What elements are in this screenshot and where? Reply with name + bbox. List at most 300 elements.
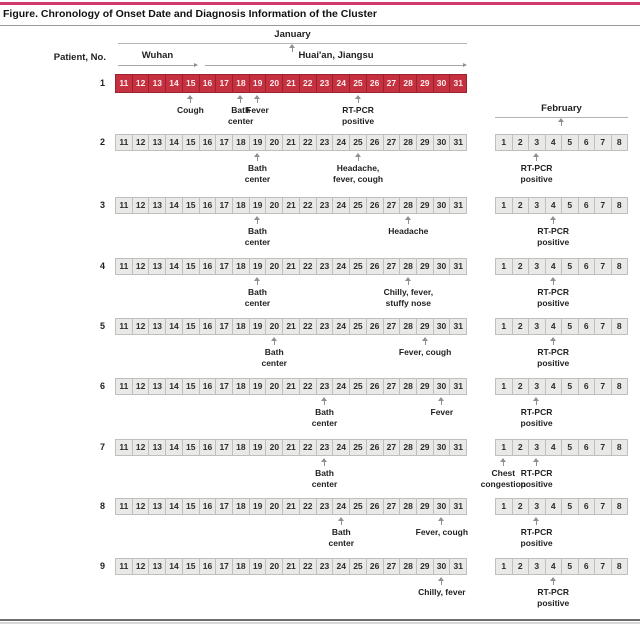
- day-cell: 1: [495, 378, 513, 395]
- day-cell: 21: [282, 558, 300, 575]
- day-cell: 24: [332, 258, 350, 275]
- day-cell: 13: [148, 498, 166, 515]
- january-calendar-row: [115, 558, 467, 575]
- day-cell: 21: [282, 74, 300, 93]
- up-arrow-icon: [550, 337, 557, 345]
- day-cell: 11: [115, 74, 133, 93]
- day-cell: 24: [332, 134, 350, 151]
- event-annotation: RT-PCR positive: [537, 226, 570, 247]
- day-cell: 8: [611, 258, 629, 275]
- day-cell: 6: [578, 498, 596, 515]
- day-cell: 20: [265, 378, 283, 395]
- day-cell: 6: [578, 378, 596, 395]
- day-cell: 5: [561, 134, 579, 151]
- day-cell: 29: [416, 558, 434, 575]
- day-cell: 3: [528, 498, 546, 515]
- figure-bottom-rule-light: [0, 622, 640, 624]
- day-cell: 31: [449, 318, 467, 335]
- day-cell: 18: [232, 258, 250, 275]
- day-cell: 15: [182, 74, 200, 93]
- day-cell: 14: [165, 498, 183, 515]
- day-cell: 13: [148, 318, 166, 335]
- up-arrow-icon: [438, 397, 445, 405]
- day-cell: 17: [215, 558, 233, 575]
- day-cell: 29: [416, 258, 434, 275]
- day-cell: 14: [165, 74, 183, 93]
- day-cell: 28: [399, 74, 417, 93]
- day-cell: 2: [512, 378, 530, 395]
- day-cell: 16: [199, 197, 217, 214]
- up-arrow-icon: [533, 517, 540, 525]
- up-arrow-icon: [405, 216, 412, 224]
- day-cell: 7: [594, 378, 612, 395]
- day-cell: 27: [383, 378, 401, 395]
- february-calendar-row: [495, 378, 628, 395]
- day-cell: 20: [265, 558, 283, 575]
- event-annotation: RT-PCR positive: [537, 347, 570, 368]
- event-annotation: RT-PCR positive: [537, 587, 570, 608]
- day-cell: 18: [232, 74, 250, 93]
- patient-number: 2: [99, 136, 105, 147]
- day-cell: 6: [578, 197, 596, 214]
- event-annotation: Bath center: [244, 163, 271, 184]
- day-cell: 28: [399, 498, 417, 515]
- day-cell: 18: [232, 439, 250, 456]
- day-cell: 30: [433, 558, 451, 575]
- day-cell: 31: [449, 134, 467, 151]
- wuhan-region-label: Wuhan: [141, 50, 174, 61]
- day-cell: 20: [265, 74, 283, 93]
- day-cell: 25: [349, 498, 367, 515]
- day-cell: 7: [594, 318, 612, 335]
- january-calendar-row: [115, 74, 467, 93]
- day-cell: 4: [545, 258, 563, 275]
- day-cell: 28: [399, 558, 417, 575]
- day-cell: 8: [611, 378, 629, 395]
- up-arrow-icon: [558, 118, 565, 126]
- day-cell: 11: [115, 134, 133, 151]
- day-cell: 21: [282, 439, 300, 456]
- february-calendar-row: [495, 498, 628, 515]
- january-calendar-row: [115, 498, 467, 515]
- day-cell: 24: [332, 498, 350, 515]
- event-annotation: Bath center: [244, 226, 271, 247]
- day-cell: 11: [115, 378, 133, 395]
- day-cell: 2: [512, 558, 530, 575]
- day-cell: 26: [366, 134, 384, 151]
- day-cell: 26: [366, 258, 384, 275]
- event-annotation: Bath center: [261, 347, 287, 368]
- day-cell: 16: [199, 318, 217, 335]
- day-cell: 3: [528, 558, 546, 575]
- up-arrow-icon: [500, 458, 507, 466]
- event-annotation: RT-PCR positive: [520, 407, 553, 428]
- day-cell: 31: [449, 558, 467, 575]
- event-annotation: RT-PCR positive: [520, 527, 553, 548]
- day-cell: 12: [132, 498, 150, 515]
- day-cell: 7: [594, 498, 612, 515]
- day-cell: 12: [132, 197, 150, 214]
- day-cell: 14: [165, 134, 183, 151]
- day-cell: 24: [332, 318, 350, 335]
- up-arrow-icon: [338, 517, 345, 525]
- day-cell: 12: [132, 74, 150, 93]
- day-cell: 5: [561, 439, 579, 456]
- day-cell: 16: [199, 258, 217, 275]
- day-cell: 12: [132, 439, 150, 456]
- day-cell: 4: [545, 439, 563, 456]
- patient-number: 1: [99, 77, 105, 88]
- day-cell: 21: [282, 134, 300, 151]
- day-cell: 2: [512, 197, 530, 214]
- event-annotation: Bath center: [328, 527, 355, 548]
- patient-number: 3: [99, 199, 105, 210]
- day-cell: 19: [249, 498, 267, 515]
- day-cell: 15: [182, 318, 200, 335]
- day-cell: 23: [316, 74, 334, 93]
- day-cell: 21: [282, 258, 300, 275]
- up-arrow-icon: [438, 517, 445, 525]
- day-cell: 19: [249, 439, 267, 456]
- day-cell: 14: [165, 197, 183, 214]
- up-arrow-icon: [321, 458, 328, 466]
- day-cell: 1: [495, 134, 513, 151]
- day-cell: 31: [449, 498, 467, 515]
- day-cell: 19: [249, 134, 267, 151]
- day-cell: 12: [132, 318, 150, 335]
- day-cell: 6: [578, 258, 596, 275]
- day-cell: 11: [115, 439, 133, 456]
- day-cell: 30: [433, 318, 451, 335]
- day-cell: 17: [215, 498, 233, 515]
- day-cell: 17: [215, 318, 233, 335]
- day-cell: 31: [449, 197, 467, 214]
- day-cell: 15: [182, 498, 200, 515]
- up-arrow-icon: [321, 397, 328, 405]
- up-arrow-icon: [405, 277, 412, 285]
- february-calendar-row: [495, 318, 628, 335]
- event-annotation: Bath center: [227, 105, 254, 126]
- figure-top-rule: [0, 2, 640, 5]
- day-cell: 25: [349, 258, 367, 275]
- january-month-label: January: [274, 29, 311, 40]
- day-cell: 2: [512, 134, 530, 151]
- huaian-region-label: Huai'an, Jiangsu: [298, 50, 374, 61]
- day-cell: 25: [349, 558, 367, 575]
- day-cell: 8: [611, 498, 629, 515]
- february-calendar-row: [495, 197, 628, 214]
- day-cell: 4: [545, 498, 563, 515]
- day-cell: 4: [545, 378, 563, 395]
- day-cell: 22: [299, 558, 317, 575]
- day-cell: 2: [512, 258, 530, 275]
- day-cell: 29: [416, 74, 434, 93]
- february-calendar-row: [495, 439, 628, 456]
- event-annotation: Fever: [430, 407, 454, 417]
- day-cell: 16: [199, 74, 217, 93]
- up-arrow-icon: [237, 95, 244, 103]
- patient-number: 7: [99, 441, 105, 452]
- day-cell: 11: [115, 318, 133, 335]
- day-cell: 12: [132, 558, 150, 575]
- day-cell: 27: [383, 498, 401, 515]
- day-cell: 29: [416, 197, 434, 214]
- day-cell: 19: [249, 318, 267, 335]
- day-cell: 30: [433, 134, 451, 151]
- day-cell: 14: [165, 558, 183, 575]
- day-cell: 8: [611, 439, 629, 456]
- day-cell: 17: [215, 134, 233, 151]
- day-cell: 24: [332, 74, 350, 93]
- day-cell: 13: [148, 134, 166, 151]
- day-cell: 5: [561, 318, 579, 335]
- day-cell: 2: [512, 498, 530, 515]
- day-cell: 11: [115, 258, 133, 275]
- event-annotation: Chilly, fever, stuffy nose: [383, 287, 434, 308]
- day-cell: 22: [299, 378, 317, 395]
- up-arrow-icon: [187, 95, 194, 103]
- day-cell: 16: [199, 134, 217, 151]
- day-cell: 22: [299, 258, 317, 275]
- day-cell: 17: [215, 74, 233, 93]
- up-arrow-icon: [355, 153, 362, 161]
- patient-number: 8: [99, 500, 105, 511]
- day-cell: 1: [495, 258, 513, 275]
- up-arrow-icon: [533, 458, 540, 466]
- day-cell: 27: [383, 74, 401, 93]
- day-cell: 6: [578, 134, 596, 151]
- day-cell: 8: [611, 197, 629, 214]
- day-cell: 24: [332, 378, 350, 395]
- title-divider: [0, 25, 640, 26]
- day-cell: 22: [299, 318, 317, 335]
- day-cell: 14: [165, 258, 183, 275]
- day-cell: 27: [383, 197, 401, 214]
- event-annotation: RT-PCR positive: [520, 163, 553, 184]
- day-cell: 28: [399, 378, 417, 395]
- day-cell: 13: [148, 197, 166, 214]
- day-cell: 25: [349, 197, 367, 214]
- day-cell: 26: [366, 439, 384, 456]
- up-arrow-icon: [533, 153, 540, 161]
- day-cell: 30: [433, 378, 451, 395]
- day-cell: 8: [611, 318, 629, 335]
- day-cell: 18: [232, 498, 250, 515]
- day-cell: 15: [182, 558, 200, 575]
- day-cell: 19: [249, 258, 267, 275]
- day-cell: 7: [594, 134, 612, 151]
- day-cell: 27: [383, 439, 401, 456]
- day-cell: 22: [299, 134, 317, 151]
- patient-number: 5: [99, 320, 105, 331]
- day-cell: 24: [332, 439, 350, 456]
- day-cell: 24: [332, 558, 350, 575]
- day-cell: 27: [383, 318, 401, 335]
- patient-number: 6: [99, 380, 105, 391]
- day-cell: 20: [265, 197, 283, 214]
- day-cell: 21: [282, 498, 300, 515]
- day-cell: 21: [282, 378, 300, 395]
- day-cell: 18: [232, 134, 250, 151]
- day-cell: 7: [594, 258, 612, 275]
- day-cell: 18: [232, 558, 250, 575]
- event-annotation: Bath center: [244, 287, 271, 308]
- day-cell: 23: [316, 439, 334, 456]
- day-cell: 30: [433, 74, 451, 93]
- day-cell: 8: [611, 558, 629, 575]
- day-cell: 17: [215, 439, 233, 456]
- up-arrow-icon: [422, 337, 429, 345]
- up-arrow-icon: [438, 577, 445, 585]
- day-cell: 1: [495, 558, 513, 575]
- day-cell: 12: [132, 258, 150, 275]
- day-cell: 13: [148, 378, 166, 395]
- day-cell: 30: [433, 197, 451, 214]
- day-cell: 16: [199, 378, 217, 395]
- day-cell: 6: [578, 439, 596, 456]
- january-calendar-row: [115, 318, 467, 335]
- day-cell: 23: [316, 558, 334, 575]
- up-arrow-icon: [254, 153, 261, 161]
- day-cell: 11: [115, 498, 133, 515]
- day-cell: 25: [349, 134, 367, 151]
- day-cell: 20: [265, 498, 283, 515]
- day-cell: 13: [148, 74, 166, 93]
- day-cell: 5: [561, 197, 579, 214]
- up-arrow-icon: [550, 577, 557, 585]
- up-arrow-icon: [533, 397, 540, 405]
- up-arrow-icon: [271, 337, 278, 345]
- up-arrow-icon: [254, 216, 261, 224]
- day-cell: 3: [528, 439, 546, 456]
- day-cell: 28: [399, 318, 417, 335]
- day-cell: 30: [433, 439, 451, 456]
- day-cell: 19: [249, 197, 267, 214]
- day-cell: 5: [561, 498, 579, 515]
- day-cell: 21: [282, 197, 300, 214]
- day-cell: 15: [182, 439, 200, 456]
- up-arrow-icon: [550, 277, 557, 285]
- day-cell: 15: [182, 258, 200, 275]
- day-cell: 4: [545, 318, 563, 335]
- day-cell: 19: [249, 378, 267, 395]
- day-cell: 27: [383, 558, 401, 575]
- day-cell: 22: [299, 74, 317, 93]
- day-cell: 13: [148, 439, 166, 456]
- january-calendar-row: [115, 439, 467, 456]
- day-cell: 26: [366, 498, 384, 515]
- day-cell: 26: [366, 74, 384, 93]
- day-cell: 20: [265, 439, 283, 456]
- day-cell: 26: [366, 197, 384, 214]
- day-cell: 31: [449, 74, 467, 93]
- day-cell: 1: [495, 439, 513, 456]
- day-cell: 15: [182, 197, 200, 214]
- day-cell: 30: [433, 498, 451, 515]
- day-cell: 22: [299, 197, 317, 214]
- day-cell: 17: [215, 378, 233, 395]
- day-cell: 5: [561, 378, 579, 395]
- day-cell: 8: [611, 134, 629, 151]
- day-cell: 29: [416, 498, 434, 515]
- day-cell: 13: [148, 558, 166, 575]
- event-annotation: RT-PCR positive: [341, 105, 375, 126]
- january-calendar-row: [115, 197, 467, 214]
- patient-no-column-label: Patient, No.: [53, 52, 106, 63]
- event-annotation: Fever, cough: [415, 527, 469, 537]
- february-calendar-row: [495, 558, 628, 575]
- patient-number: 4: [99, 260, 105, 271]
- day-cell: 29: [416, 378, 434, 395]
- right-arrow-icon: [194, 63, 198, 67]
- day-cell: 2: [512, 318, 530, 335]
- day-cell: 12: [132, 134, 150, 151]
- day-cell: 4: [545, 197, 563, 214]
- day-cell: 20: [265, 318, 283, 335]
- day-cell: 25: [349, 378, 367, 395]
- huaian-span-line: [205, 65, 464, 66]
- event-annotation: Headache: [388, 226, 429, 236]
- day-cell: 6: [578, 558, 596, 575]
- day-cell: 17: [215, 197, 233, 214]
- day-cell: 29: [416, 318, 434, 335]
- event-annotation: Fever, cough: [398, 347, 452, 357]
- event-annotation: Bath center: [311, 407, 338, 428]
- day-cell: 21: [282, 318, 300, 335]
- day-cell: 30: [433, 258, 451, 275]
- event-annotation: RT-PCR positive: [537, 287, 570, 308]
- day-cell: 5: [561, 558, 579, 575]
- day-cell: 23: [316, 378, 334, 395]
- day-cell: 31: [449, 258, 467, 275]
- wuhan-span-line: [118, 65, 194, 66]
- day-cell: 18: [232, 318, 250, 335]
- day-cell: 18: [232, 197, 250, 214]
- day-cell: 28: [399, 197, 417, 214]
- patient-number: 9: [99, 560, 105, 571]
- day-cell: 18: [232, 378, 250, 395]
- event-annotation: Chilly, fever: [418, 587, 466, 597]
- day-cell: 3: [528, 134, 546, 151]
- day-cell: 28: [399, 258, 417, 275]
- day-cell: 14: [165, 439, 183, 456]
- day-cell: 3: [528, 197, 546, 214]
- day-cell: 25: [349, 439, 367, 456]
- day-cell: 1: [495, 498, 513, 515]
- day-cell: 14: [165, 378, 183, 395]
- day-cell: 6: [578, 318, 596, 335]
- day-cell: 1: [495, 318, 513, 335]
- day-cell: 20: [265, 134, 283, 151]
- up-arrow-icon: [254, 95, 261, 103]
- day-cell: 20: [265, 258, 283, 275]
- day-cell: 25: [349, 74, 367, 93]
- day-cell: 3: [528, 258, 546, 275]
- day-cell: 26: [366, 318, 384, 335]
- figure-title: Figure. Chronology of Onset Date and Diagnosis Information of the Cluster: [3, 8, 377, 20]
- day-cell: 23: [316, 258, 334, 275]
- up-arrow-icon: [355, 95, 362, 103]
- day-cell: 26: [366, 558, 384, 575]
- day-cell: 17: [215, 258, 233, 275]
- day-cell: 23: [316, 498, 334, 515]
- day-cell: 27: [383, 134, 401, 151]
- day-cell: 23: [316, 197, 334, 214]
- event-annotation: Headache, fever, cough: [333, 163, 384, 184]
- day-cell: 22: [299, 439, 317, 456]
- day-cell: 15: [182, 378, 200, 395]
- day-cell: 31: [449, 439, 467, 456]
